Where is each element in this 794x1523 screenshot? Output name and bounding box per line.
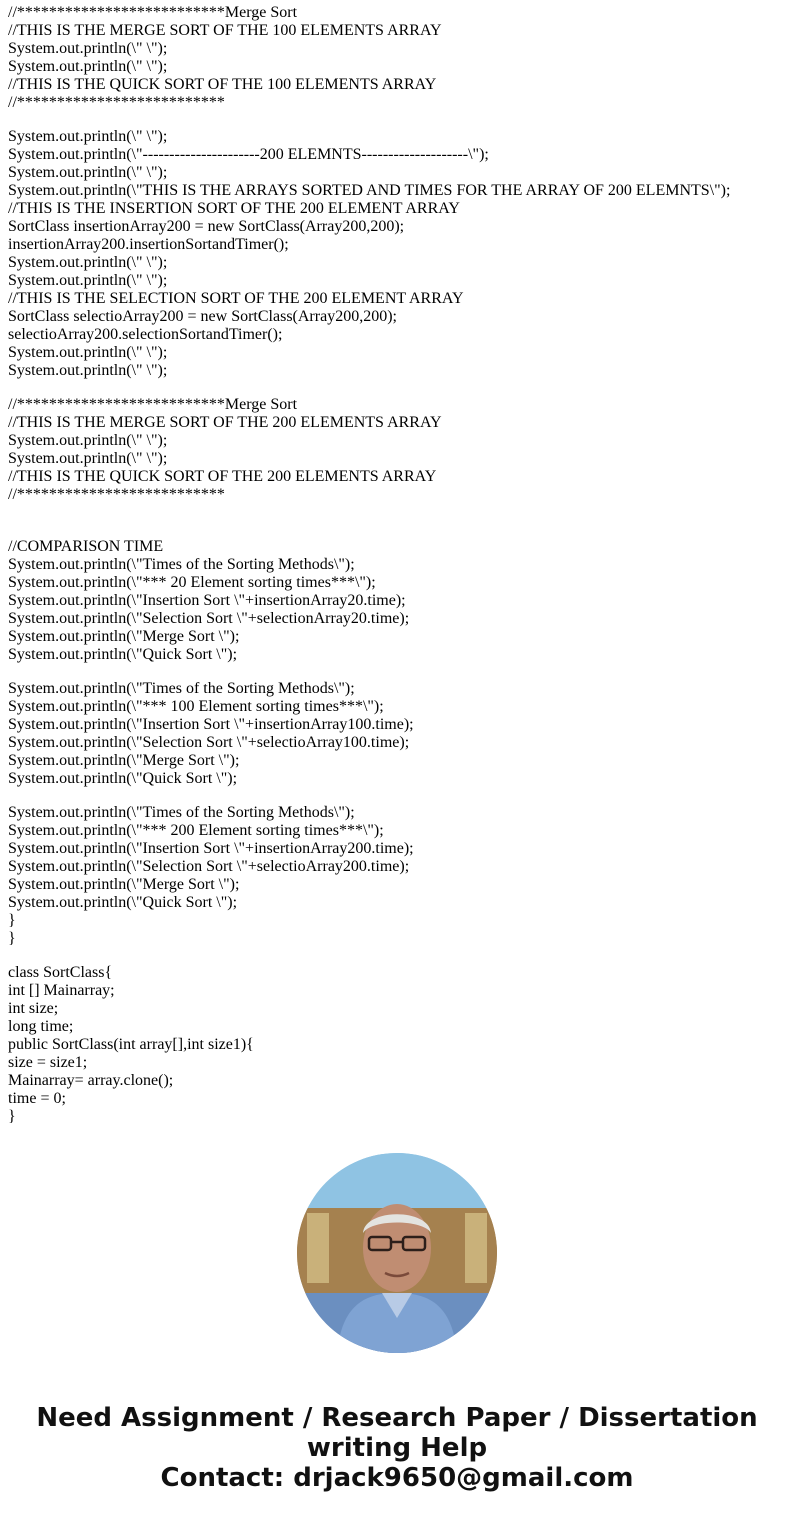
code-line: System.out.println(\" \");: [8, 40, 168, 57]
code-line: SortClass selectioArray200 = new SortClass(Array200,200);: [8, 308, 397, 325]
code-line: System.out.println(\"----------------------200 ELEMNTS--------------------\");: [8, 146, 489, 163]
code-line: }: [8, 912, 16, 929]
code-line: long time;: [8, 1018, 74, 1035]
code-line: System.out.println(\"Quick Sort \");: [8, 894, 238, 911]
footer-line-1: Need Assignment / Research Paper / Dissertation: [36, 1403, 758, 1433]
code-line: System.out.println(\"Merge Sort \");: [8, 628, 240, 645]
code-block-merge-quick-200: [8, 396, 788, 504]
code-line: System.out.println(\"Quick Sort \");: [8, 770, 238, 787]
code-line: System.out.println(\"Insertion Sort \"+insertionArray20.time);: [8, 592, 406, 609]
code-line: System.out.println(\" \");: [8, 254, 168, 271]
code-line: //THIS IS THE SELECTION SORT OF THE 200 ELEMENT ARRAY: [8, 290, 464, 307]
code-line: System.out.println(\" \");: [8, 362, 168, 379]
code-line: //THIS IS THE QUICK SORT OF THE 100 ELEMENTS ARRAY: [8, 76, 437, 93]
code-line: size = size1;: [8, 1054, 88, 1071]
block-spacer: [8, 380, 788, 396]
code-line: System.out.println(\"Insertion Sort \"+insertionArray200.time);: [8, 840, 414, 857]
code-line: System.out.println(\" \");: [8, 58, 168, 75]
code-block-comparison-20: [8, 538, 788, 664]
code-line: System.out.println(\"Merge Sort \");: [8, 752, 240, 769]
footer-contact-email: Contact: drjack9650@gmail.com: [160, 1463, 634, 1493]
code-line: Mainarray= array.clone();: [8, 1072, 174, 1089]
code-line: System.out.println(\"Selection Sort \"+selectioArray100.time);: [8, 734, 410, 751]
code-line: //**************************: [8, 94, 225, 111]
code-line: System.out.println(\" \");: [8, 450, 168, 467]
author-avatar: [297, 1153, 497, 1353]
code-line: System.out.println(\" \");: [8, 272, 168, 289]
code-line: System.out.println(\"Times of the Sorting Methods\");: [8, 680, 355, 697]
code-line: System.out.println(\"*** 100 Element sorting times***\");: [8, 698, 384, 715]
code-line: System.out.println(\"*** 200 Element sorting times***\");: [8, 822, 384, 839]
code-line: System.out.println(\" \");: [8, 128, 168, 145]
code-line: //THIS IS THE MERGE SORT OF THE 100 ELEMENTS ARRAY: [8, 22, 442, 39]
person-portrait-icon: [297, 1153, 497, 1353]
code-line: //**************************Merge Sort: [8, 396, 298, 413]
code-line: //COMPARISON TIME: [8, 538, 164, 555]
code-block-comparison-100: [8, 680, 788, 788]
code-line: System.out.println(\" \");: [8, 164, 168, 181]
code-line: SortClass insertionArray200 = new SortClass(Array200,200);: [8, 218, 405, 235]
block-spacer: [8, 112, 788, 128]
code-line: //**************************: [8, 486, 225, 503]
code-line: System.out.println(\"THIS IS THE ARRAYS SORTED AND TIMES FOR THE ARRAY OF 200 ELEMNTS\");: [8, 182, 731, 199]
code-line: System.out.println(\"*** 20 Element sorting times***\");: [8, 574, 376, 591]
code-line: System.out.println(\"Merge Sort \");: [8, 876, 240, 893]
code-line: }: [8, 1108, 16, 1125]
code-line: //THIS IS THE INSERTION SORT OF THE 200 ELEMENT ARRAY: [8, 200, 460, 217]
code-listing: [8, 4, 788, 1126]
code-line: System.out.println(\"Selection Sort \"+selectioArray200.time);: [8, 858, 410, 875]
code-line: insertionArray200.insertionSortandTimer();: [8, 236, 289, 253]
code-block-merge-quick-100: [8, 4, 788, 112]
code-line: //THIS IS THE QUICK SORT OF THE 200 ELEMENTS ARRAY: [8, 468, 437, 485]
code-line: System.out.println(\" \");: [8, 432, 168, 449]
code-line: }: [8, 930, 16, 947]
code-block-comparison-200: [8, 804, 788, 948]
footer-contact: [0, 1403, 794, 1493]
block-spacer: [8, 948, 788, 964]
code-line: System.out.println(\"Quick Sort \");: [8, 646, 238, 663]
block-spacer: [8, 504, 788, 538]
code-line: public SortClass(int array[],int size1){: [8, 1036, 254, 1053]
footer-line-2: writing Help: [306, 1433, 488, 1463]
code-line: selectioArray200.selectionSortandTimer();: [8, 326, 283, 343]
code-line: System.out.println(\"Times of the Sorting Methods\");: [8, 556, 355, 573]
code-block-sortclass: [8, 964, 788, 1126]
code-block-200-elements: [8, 128, 788, 380]
code-line: //**************************Merge Sort: [8, 4, 298, 21]
code-line: class SortClass{: [8, 964, 113, 981]
code-line: time = 0;: [8, 1090, 66, 1107]
code-line: int [] Mainarray;: [8, 982, 115, 999]
block-spacer: [8, 788, 788, 804]
code-line: System.out.println(\"Selection Sort \"+selectionArray20.time);: [8, 610, 410, 627]
code-line: System.out.println(\"Times of the Sorting Methods\");: [8, 804, 355, 821]
code-line: System.out.println(\" \");: [8, 344, 168, 361]
code-line: int size;: [8, 1000, 59, 1017]
code-line: System.out.println(\"Insertion Sort \"+insertionArray100.time);: [8, 716, 414, 733]
code-line: //THIS IS THE MERGE SORT OF THE 200 ELEMENTS ARRAY: [8, 414, 442, 431]
block-spacer: [8, 664, 788, 680]
